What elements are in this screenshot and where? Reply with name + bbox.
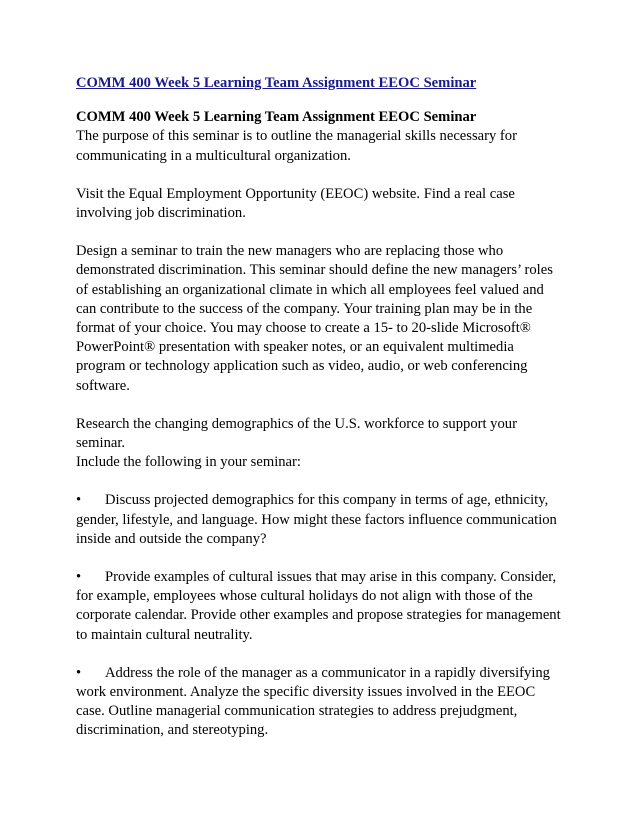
research-paragraph: Research the changing demographics of the U.S. workforce to support your seminar. bbox=[76, 415, 517, 452]
bullet-item bbox=[76, 568, 566, 645]
bullet-item bbox=[76, 491, 566, 549]
intro-paragraph: The purpose of this seminar is to outline the managerial skills necessary for communicating in a multicultural organization. bbox=[76, 128, 517, 164]
bullet-text: Discuss projected demographics for this company in terms of age, ethnicity, gender, lifestyle, and language. How might these factors influence communication inside and outside the company? bbox=[76, 492, 557, 547]
bullet-item bbox=[76, 664, 566, 741]
bullet-text: Provide examples of cultural issues that may arise in this company. Consider, for example, employees whose cultural holidays do not align with those of the corporate calendar. Provide other examples and propose strategies for management to maintain cultural neutrality. bbox=[76, 569, 561, 643]
bullet-marker: • bbox=[76, 492, 82, 509]
bullet-marker: • bbox=[76, 664, 82, 681]
visit-paragraph: Visit the Equal Employment Opportunity (EEOC) website. Find a real case involving job discrimination. bbox=[76, 185, 515, 222]
include-paragraph: Include the following in your seminar: bbox=[76, 454, 301, 471]
bullet-text: Address the role of the manager as a communicator in a rapidly diversifying work environment. Analyze the specific diversity issues involved in the EEOC case. Outline managerial communication strategies to address prejudgment, discrimination, and stereotyping. bbox=[76, 664, 550, 739]
design-paragraph: Design a seminar to train the new managers who are replacing those who demonstrated discrimination. This seminar should define the new managers’ roles of establishing an organizational climate in which all employees feel valued and can contribute to the success of the company. Your training plan may be in the format of your choice. You may choose to create a 15- to 20-slide Microsoft® PowerPoint® presentation with speaker notes, or an equivalent multimedia program or technology application such as video, audio, or web conferencing software. bbox=[76, 243, 553, 394]
document-page bbox=[76, 74, 566, 760]
document-heading: COMM 400 Week 5 Learning Team Assignment EEOC Seminar bbox=[76, 109, 477, 126]
title-link[interactable]: COMM 400 Week 5 Learning Team Assignment EEOC Seminar bbox=[76, 75, 477, 91]
bullet-marker: • bbox=[76, 569, 82, 586]
